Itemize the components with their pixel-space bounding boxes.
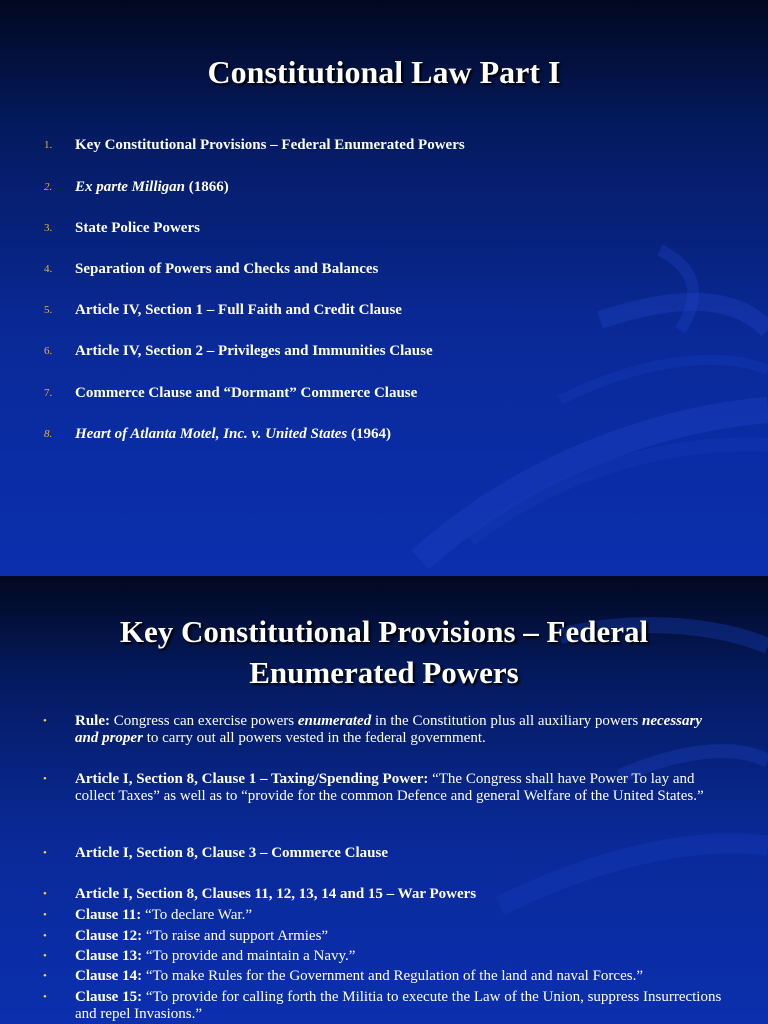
clause-text: “To raise and support Armies” [142,928,329,944]
clause-text: “To provide for calling forth the Militia to execute the Law of the Union, suppress Insurrections and repel Invasions.” [75,989,722,1022]
clause-text: “To provide and maintain a Navy.” [142,948,356,964]
clause-label: Clause 11: [75,907,142,923]
bullet-label: Article I, Section 8, Clause 3 – Commerce Clause [75,845,388,861]
emphasis-run: enumerated [297,713,372,729]
clause-label: Clause 13: [75,948,143,964]
bullet-text [75,928,725,945]
agenda-item [0,217,740,239]
agenda-item [0,423,740,445]
agenda-text: Article IV, Section 1 – Full Faith and Credit Clause [75,302,402,318]
bullet-dot-icon: • [43,888,47,900]
bullet-dot-icon: • [43,773,47,785]
agenda-item [0,340,740,362]
text-run: in the Constitution plus all auxiliary powers [371,713,643,729]
bullet-text [75,713,725,746]
bullet-dot-icon: • [43,991,47,1003]
agenda-number: 5. [44,304,53,316]
agenda-item [0,176,740,198]
bullet-dot-icon: • [43,847,47,859]
bullet-label: Rule: [75,713,110,729]
text-run: “The Congress shall have Power To lay and collect Taxes” as well as to “provide for the common Defence and general Welfare of the United States.” [75,771,704,804]
text-run: to carry out all powers vested in the federal government. [142,729,486,746]
clause-text: “To declare War.” [141,907,253,923]
bullet-text [75,989,725,1022]
bullet-label: Article I, Section 8, Clause 1 – Taxing/Spending Power: [75,771,429,787]
agenda-text [75,423,391,445]
bullet-text [75,968,725,985]
bullet-dot-icon: • [43,715,47,727]
bullet-dot-icon: • [43,909,47,921]
bullet-text [75,907,725,924]
agenda-text [75,176,229,198]
bullet-dot-icon: • [43,970,47,982]
case-name: Heart of Atlanta Motel, Inc. v. United States [75,426,348,442]
bullet-text [75,948,725,965]
agenda-number: 3. [44,222,53,234]
clause-label: Clause 12: [75,928,143,944]
bullet-text [75,771,725,804]
agenda-text: Key Constitutional Provisions – Federal Enumerated Powers [75,137,465,153]
agenda-text: State Police Powers [75,220,200,236]
slide-enumerated-powers [0,576,768,1024]
case-year: (1866) [185,179,229,195]
agenda-number: 6. [44,345,53,357]
clause-label: Clause 14: [75,968,143,984]
case-year: (1964) [347,426,391,442]
agenda-item [0,258,740,280]
agenda-item [0,299,740,321]
agenda-text: Separation of Powers and Checks and Balances [75,261,379,277]
bullet-list [0,576,768,1024]
agenda-item [0,382,740,404]
agenda-number: 2. [44,181,53,193]
bullet-dot-icon: • [43,950,47,962]
slide-title: Constitutional Law Part I [207,54,561,90]
bullet-label: Article I, Section 8, Clauses 11, 12, 13, 14 and 15 – War Powers [75,886,477,902]
slide-title-line: Key Constitutional Provisions – Federal [119,614,649,649]
clause-text: “To make Rules for the Government and Regulation of the land and naval Forces.” [142,968,643,984]
clause-label: Clause 15: [75,989,143,1005]
emphasis-run: necessary and proper [75,713,703,746]
agenda-number: 1. [44,139,53,151]
slide-title-line: Enumerated Powers [249,655,519,690]
agenda-text: Commerce Clause and “Dormant” Commerce Clause [75,385,418,401]
agenda-number: 7. [44,387,53,399]
case-name: Ex parte Milligan [75,179,186,195]
text-run: Congress can exercise powers [110,713,298,729]
bullet-dot-icon: • [43,930,47,942]
agenda-text: Article IV, Section 2 – Privileges and Immunities Clause [75,343,433,359]
agenda-number: 4. [44,263,53,275]
agenda-number: 8. [44,428,53,440]
agenda-item [0,134,740,156]
